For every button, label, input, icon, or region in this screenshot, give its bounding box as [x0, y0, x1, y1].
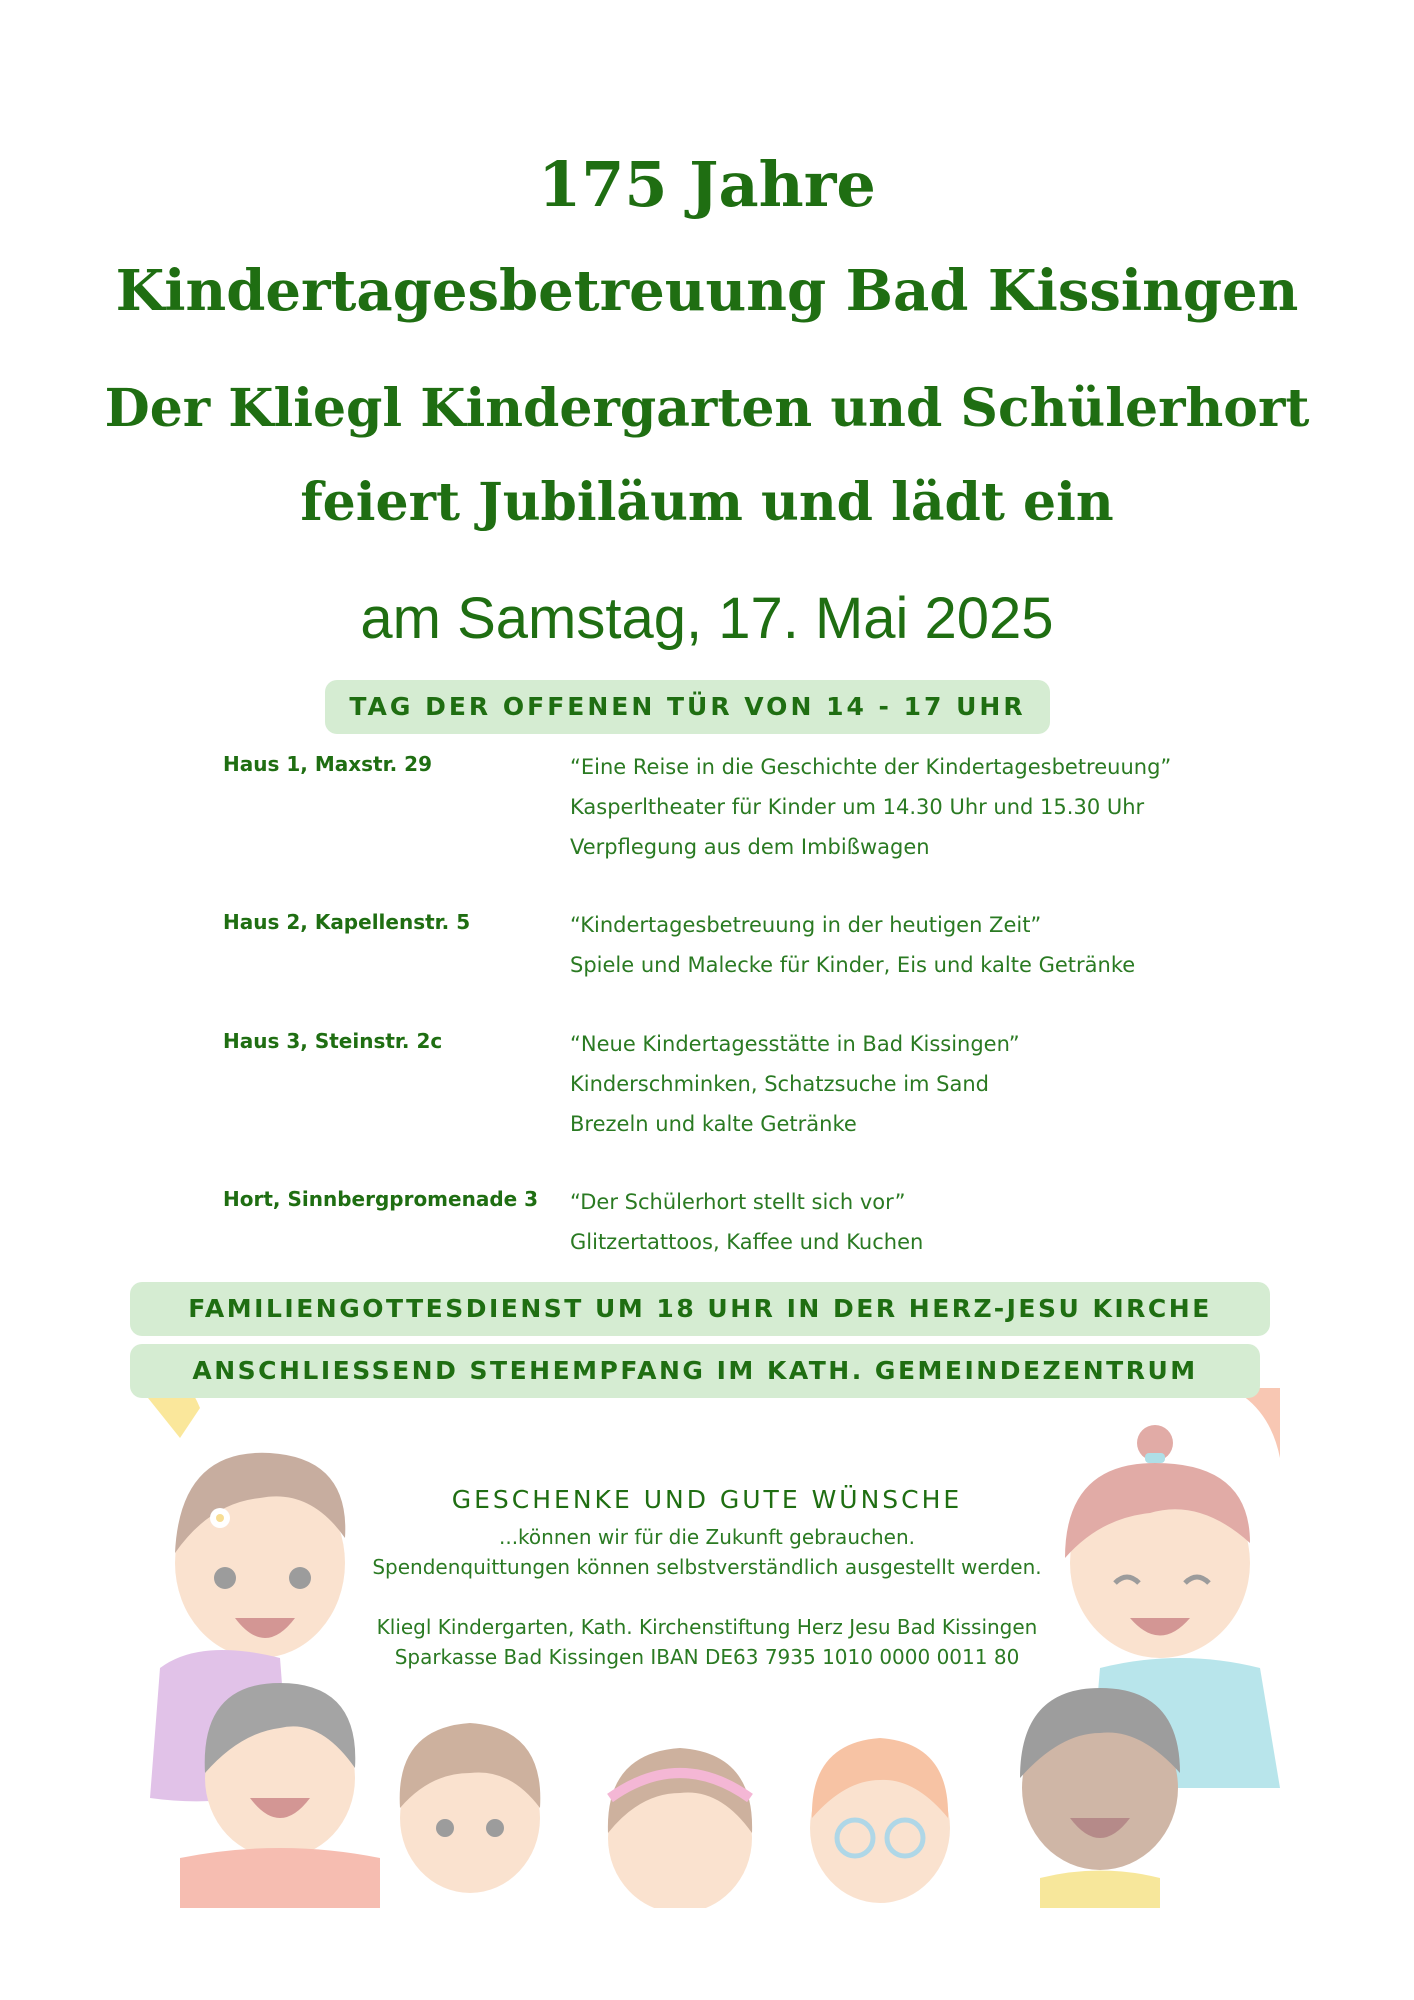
bank-iban: Sparkasse Bad Kissingen IBAN DE63 7935 1010 0000 0011 80 [394, 1645, 1020, 1669]
title-organization: Kindertagesbetreuung Bad Kissingen [115, 258, 1299, 324]
program-line: “Eine Reise in die Geschichte der Kindertagesbetreuung” [570, 755, 1172, 779]
gifts-title: GESCHENKE UND GUTE WÜNSCHE [451, 1485, 963, 1514]
program-line: Glitzertattoos, Kaffee und Kuchen [570, 1230, 924, 1254]
title-invitation: feiert Jubiläum und lädt ein [300, 472, 1114, 533]
gifts-section [0, 1478, 1414, 1672]
kid-bottom-3-icon [608, 1748, 752, 1908]
program-place: Hort, Sinnbergpromenade 3 [223, 1187, 539, 1211]
program-place: Haus 1, Maxstr. 29 [223, 752, 432, 776]
kid-bottom-5-icon [1020, 1688, 1180, 1908]
gifts-text: ...können wir für die Zukunft gebrauchen. [498, 1525, 915, 1549]
program-line: Spiele und Malecke für Kinder, Eis und kalte Getränke [570, 953, 1136, 977]
program-place: Haus 3, Steinstr. 2c [223, 1029, 443, 1053]
program-line: “Kindertagesbetreuung in der heutigen Zeit” [570, 913, 1042, 937]
program-line: Kasperltheater für Kinder um 14.30 Uhr und 15.30 Uhr [570, 795, 1145, 819]
bank-recipient: Kliegl Kindergarten, Kath. Kirchenstiftung Herz Jesu Bad Kissingen [376, 1615, 1038, 1639]
program-line: “Der Schülerhort stellt sich vor” [570, 1190, 906, 1214]
program-place: Haus 2, Kapellenstr. 5 [223, 910, 471, 934]
open-day-banner: TAG DER OFFENEN TÜR VON 14 - 17 UHR [325, 680, 1050, 734]
title-years: 175 Jahre [538, 148, 876, 221]
program-line: Verpflegung aus dem Imbißwagen [570, 835, 930, 859]
kid-bottom-2-icon [400, 1723, 541, 1893]
title-kindergarten: Der Kliegl Kindergarten und Schülerhort [104, 378, 1310, 439]
gifts-text: Spendenquittungen können selbstverständlich ausgestellt werden. [372, 1555, 1042, 1579]
reception-banner: ANSCHLIESSEND STEHEMPFANG IM KATH. GEMEINDEZENTRUM [130, 1344, 1260, 1398]
event-date: am Samstag, 17. Mai 2025 [360, 586, 1054, 651]
program-line: “Neue Kindertagesstätte in Bad Kissingen” [570, 1032, 1020, 1056]
program-line: Kinderschminken, Schatzsuche im Sand [570, 1072, 990, 1096]
kid-bottom-4-icon [810, 1738, 950, 1903]
program-line: Brezeln und kalte Getränke [570, 1112, 857, 1136]
mass-banner: FAMILIENGOTTESDIENST UM 18 UHR IN DER HERZ-JESU KIRCHE [130, 1282, 1270, 1336]
